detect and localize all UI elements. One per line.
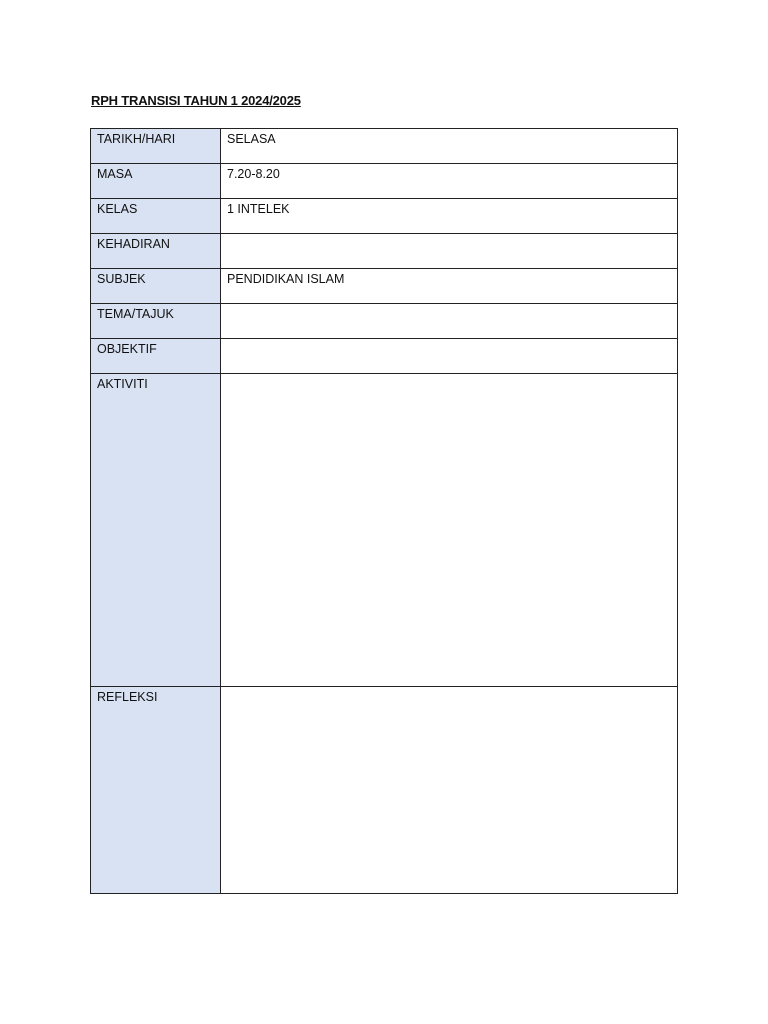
label-aktiviti: AKTIVITI (91, 374, 221, 687)
table-row-aktiviti (91, 374, 678, 687)
label-subjek: SUBJEK (91, 269, 221, 304)
label-tarikh-hari: TARIKH/HARI (91, 129, 221, 164)
document-title: RPH TRANSISI TAHUN 1 2024/2025 (91, 93, 301, 108)
table-row-refleksi (91, 687, 678, 894)
table-row-tema-tajuk (91, 304, 678, 339)
value-kehadiran (221, 234, 678, 269)
value-masa: 7.20-8.20 (221, 164, 678, 199)
table-row-objektif (91, 339, 678, 374)
value-kelas: 1 INTELEK (221, 199, 678, 234)
value-objektif (221, 339, 678, 374)
label-objektif: OBJEKTIF (91, 339, 221, 374)
label-refleksi: REFLEKSI (91, 687, 221, 894)
label-kelas: KELAS (91, 199, 221, 234)
value-refleksi (221, 687, 678, 894)
label-kehadiran: KEHADIRAN (91, 234, 221, 269)
lesson-plan-table (90, 128, 678, 894)
table-row-kelas (91, 199, 678, 234)
value-tarikh-hari: SELASA (221, 129, 678, 164)
table-row-tarikh-hari (91, 129, 678, 164)
label-masa: MASA (91, 164, 221, 199)
value-tema-tajuk (221, 304, 678, 339)
table-row-subjek (91, 269, 678, 304)
value-subjek: PENDIDIKAN ISLAM (221, 269, 678, 304)
table-row-masa (91, 164, 678, 199)
table-row-kehadiran (91, 234, 678, 269)
label-tema-tajuk: TEMA/TAJUK (91, 304, 221, 339)
value-aktiviti (221, 374, 678, 687)
